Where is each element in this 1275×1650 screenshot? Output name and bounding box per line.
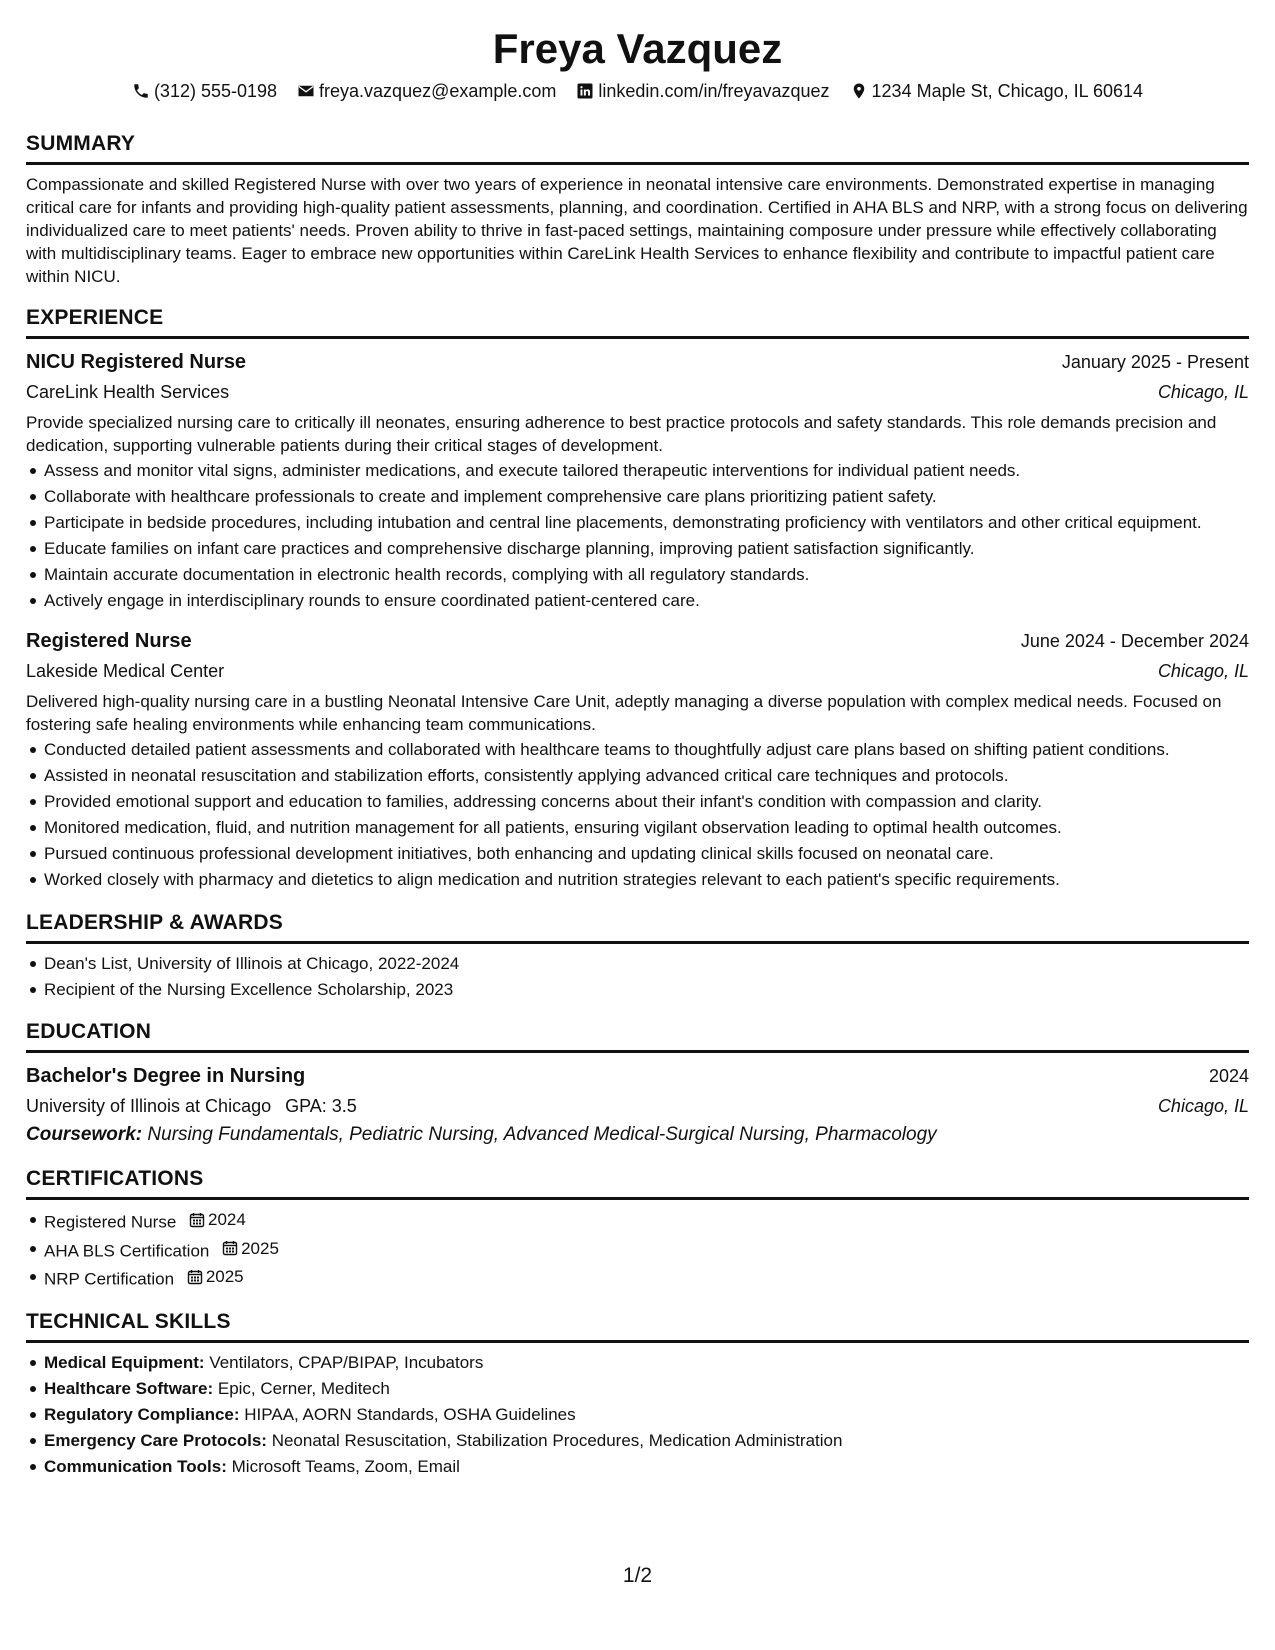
calendar-icon: [189, 1212, 205, 1228]
contact-address: [850, 80, 1144, 102]
contact-bar: [26, 80, 1249, 102]
job-description: Provide specialized nursing care to critically ill neonates, ensuring adherence to best practice protocols and safety standards. This role demands precision and dedication, supporting vulnerable patients during their critical stages of development.: [26, 413, 1217, 455]
section-title: SUMMARY: [26, 132, 136, 155]
list-item: Recipient of the Nursing Excellence Scholarship, 2023: [26, 978, 1249, 1001]
list-item: [26, 1237, 1249, 1263]
calendar-icon: [187, 1269, 203, 1285]
skill-label: Emergency Care Protocols:: [44, 1430, 267, 1450]
school-name: University of Illinois at Chicago: [26, 1096, 272, 1116]
phone-text: (312) 555-0198: [153, 81, 278, 101]
list-item: [26, 1265, 1249, 1291]
awards-list: [26, 952, 1249, 1001]
awards-section: [26, 895, 1249, 1001]
job-description: Delivered high-quality nursing care in a bustling Neonatal Intensive Care Unit, adeptly managing a diverse population with complex medical needs. Focused on fostering safe healing environments while enhancing team communications.: [26, 692, 1222, 734]
section-divider: [26, 162, 1249, 165]
calendar-icon: [222, 1240, 238, 1256]
list-item: Assess and monitor vital signs, administer medications, and execute tailored therapeutic interventions for individual patient needs.: [26, 459, 1249, 482]
graduation-year: 2024: [1208, 1066, 1249, 1086]
contact-linkedin[interactable]: [576, 80, 829, 102]
contact-email[interactable]: [297, 80, 556, 102]
section-divider: [26, 1340, 1249, 1343]
cert-name: NRP Certification: [44, 1269, 175, 1289]
contact-phone[interactable]: [132, 80, 277, 102]
job-entry: [26, 626, 1249, 891]
job-dates: January 2025 - Present: [1061, 352, 1249, 372]
section-title: EDUCATION: [26, 1020, 152, 1043]
map-pin-icon: [850, 82, 868, 100]
job-location: Chicago, IL: [1157, 661, 1249, 681]
skill-value: HIPAA, AORN Standards, OSHA Guidelines: [244, 1404, 576, 1424]
job-location: Chicago, IL: [1157, 382, 1249, 402]
certifications-list: [26, 1208, 1249, 1291]
section-divider: [26, 941, 1249, 944]
list-item: [26, 1455, 1249, 1478]
summary-section: [26, 116, 1249, 288]
list-item: [26, 1208, 1249, 1234]
phone-icon: [132, 82, 150, 100]
list-item: Participate in bedside procedures, including intubation and central line placements, demonstrating proficiency with ventilators and other critical equipment.: [26, 511, 1249, 534]
list-item: Conducted detailed patient assessments and collaborated with healthcare teams to thoughtfully adjust care plans based on shifting patient conditions.: [26, 738, 1249, 761]
skill-value: Microsoft Teams, Zoom, Email: [231, 1456, 460, 1476]
job-company: Lakeside Medical Center: [26, 661, 225, 681]
summary-text: Compassionate and skilled Registered Nurse with over two years of experience in neonatal intensive care environments. Demonstrated expertise in managing critical care for infants and providing high-quality patient assessments, planning, and coordination. Certified in AHA BLS and NRP, with a strong focus on delivering individualized care to meet patients' needs. Proven ability to thrive in fast-paced settings, maintaining composure under pressure while effectively collaborating with multidisciplinary teams. Eager to embrace new opportunities within CareLink Health Services to enhance flexibility and contribute to impactful patient care within NICU.: [26, 175, 1248, 286]
cert-year: 2025: [205, 1267, 244, 1286]
job-company: CareLink Health Services: [26, 382, 230, 402]
list-item: Assisted in neonatal resuscitation and stabilization efforts, consistently applying advanced critical care techniques and protocols.: [26, 764, 1249, 787]
cert-name: AHA BLS Certification: [44, 1241, 210, 1260]
skills-section: [26, 1294, 1249, 1478]
skill-value: Epic, Cerner, Meditech: [217, 1378, 390, 1398]
certifications-section: [26, 1151, 1249, 1291]
degree-title: Bachelor's Degree in Nursing: [26, 1065, 306, 1087]
address-text: 1234 Maple St, Chicago, IL 60614: [871, 81, 1144, 101]
coursework-list: Nursing Fundamentals, Pediatric Nursing, Advanced Medical-Surgical Nursing, Pharmacology: [147, 1124, 937, 1145]
list-item: Actively engage in interdisciplinary rounds to ensure coordinated patient-centered care.: [26, 589, 1249, 612]
list-item: [26, 1351, 1249, 1374]
cert-year: 2024: [208, 1210, 246, 1229]
coursework-label: Coursework:: [26, 1124, 143, 1145]
list-item: Pursued continuous professional development initiatives, both enhancing and updating clinical skills focused on neonatal care.: [26, 842, 1249, 865]
skills-list: [26, 1351, 1249, 1478]
resume-page: [26, 0, 1249, 1481]
section-title: CERTIFICATIONS: [26, 1167, 204, 1190]
job-entry: [26, 347, 1249, 612]
job-title: Registered Nurse: [26, 630, 192, 652]
cert-name: Registered Nurse: [44, 1212, 177, 1232]
skill-value: Ventilators, CPAP/BIPAP, Incubators: [209, 1352, 484, 1372]
job-bullets: [26, 459, 1249, 612]
list-item: Dean's List, University of Illinois at Chicago, 2022-2024: [26, 952, 1249, 975]
list-item: Provided emotional support and education to families, addressing concerns about their infant's condition with compassion and clarity.: [26, 790, 1249, 813]
list-item: Worked closely with pharmacy and dietetics to align medication and nutrition strategies relevant to each patient's specific requirements.: [26, 868, 1249, 891]
job-dates: June 2024 - December 2024: [1020, 631, 1249, 651]
skill-label: Regulatory Compliance:: [44, 1404, 240, 1424]
linkedin-icon: [576, 82, 594, 100]
skill-value: Neonatal Resuscitation, Stabilization Procedures, Medication Administration: [271, 1430, 843, 1450]
gpa: GPA: 3.5: [285, 1096, 357, 1116]
list-item: Monitored medication, fluid, and nutrition management for all patients, ensuring vigilant observation leading to optimal health outcomes.: [26, 816, 1249, 839]
job-title: NICU Registered Nurse: [26, 351, 247, 373]
section-divider: [26, 1197, 1249, 1200]
section-title: TECHNICAL SKILLS: [26, 1309, 231, 1333]
coursework: [26, 1121, 1249, 1149]
skill-label: Medical Equipment:: [44, 1352, 205, 1372]
candidate-name: Freya Vazquez: [492, 25, 783, 72]
school-location: Chicago, IL: [1157, 1096, 1249, 1116]
list-item: Collaborate with healthcare professionals to create and implement comprehensive care plans prioritizing patient safety.: [26, 485, 1249, 508]
list-item: [26, 1377, 1249, 1400]
cert-year: 2025: [241, 1238, 279, 1258]
skill-label: Healthcare Software:: [44, 1378, 214, 1398]
section-divider: [26, 1050, 1249, 1053]
education-section: [26, 1004, 1249, 1149]
page-number: 1/2: [622, 1564, 653, 1587]
list-item: [26, 1403, 1249, 1426]
linkedin-text: linkedin.com/in/freyavazquez: [598, 81, 830, 101]
list-item: Educate families on infant care practices and comprehensive discharge planning, improving patient satisfaction significantly.: [26, 537, 1249, 560]
section-title: EXPERIENCE: [26, 306, 164, 329]
list-item: [26, 1429, 1249, 1452]
list-item: Maintain accurate documentation in electronic health records, complying with all regulatory standards.: [26, 563, 1249, 586]
experience-section: [26, 290, 1249, 891]
skill-label: Communication Tools:: [44, 1456, 227, 1476]
envelope-icon: [297, 82, 315, 100]
email-text: freya.vazquez@example.com: [319, 81, 557, 101]
section-title: LEADERSHIP & AWARDS: [26, 911, 283, 934]
section-divider: [26, 336, 1249, 339]
job-bullets: [26, 738, 1249, 891]
